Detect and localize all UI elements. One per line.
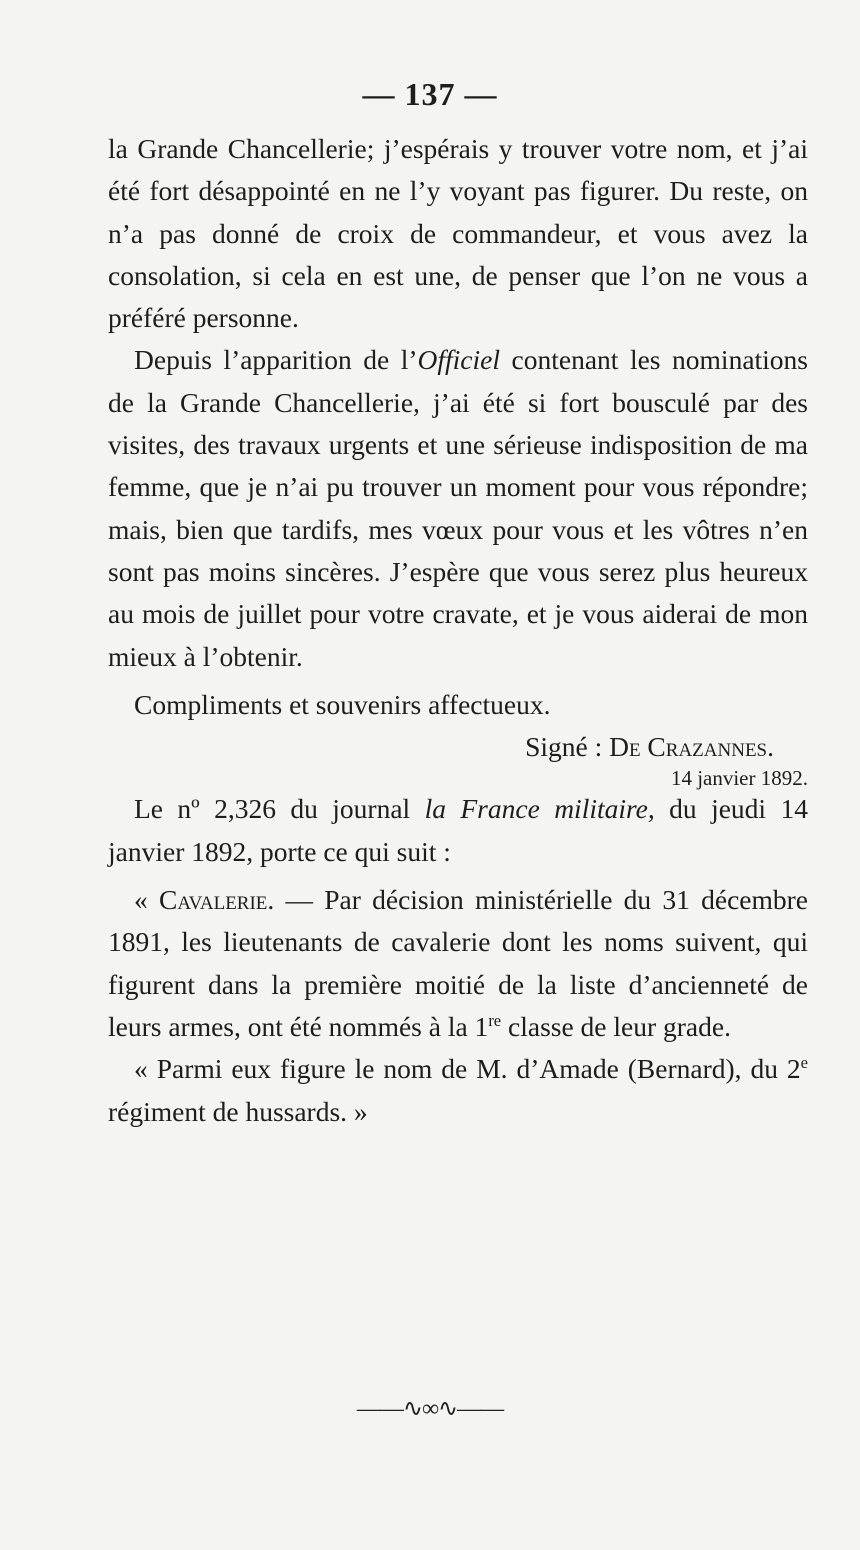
signature <box>108 726 808 768</box>
officiel-title: Officiel <box>417 344 501 376</box>
notice-quote-2 <box>108 1048 808 1133</box>
notice-intro <box>108 788 808 873</box>
letter-paragraph-2 <box>108 339 808 677</box>
page-number: — 137 — <box>362 76 498 112</box>
notice-quote-1-end: classe de leur grade. <box>501 1010 731 1042</box>
journal-title: la France militaire, <box>424 793 655 825</box>
signature-name: De Crazannes. <box>609 731 774 763</box>
page-body <box>108 128 808 1133</box>
end-ornament: ——∿∞∿—— <box>356 1396 504 1422</box>
notice-quote-2-start: « Parmi eux figure le nom de M. d’Amade (Bernard), du 2 <box>134 1053 801 1085</box>
ordinal-superscript: e <box>800 1053 808 1073</box>
notice-intro-start: Le nº 2,326 du journal <box>134 793 425 825</box>
cavalerie-heading: Cavalerie. <box>158 884 275 916</box>
notice-quote-1-text: — Par décision ministérielle du 31 décembre 1891, les lieutenants de cavalerie dont les noms suivent, qui figurent dans la première moitié de la liste d’ancienneté de leurs armes, ont été nommés à la 1 <box>108 884 809 1042</box>
letter-paragraph-2-start: Depuis l’apparition de l’ <box>134 344 418 376</box>
notice-quote-2-end: régiment de hussards. » <box>108 1095 368 1127</box>
ordinal-superscript: re <box>488 1010 502 1030</box>
letter-paragraph-2-rest: contenant les nominations de la Grande Chancellerie, j’ai été si fort bousculé par des visites, des travaux urgents et une sérieuse indisposition de ma femme, que je n’ai pu trouver un moment pour vous répondre; mais, bien que tardifs, mes vœux pour vous et les vôtres n’en sont pas moins sincères. J’espère que vous serez plus heureux au mois de juillet pour votre cravate, et je vous aiderai de mon mieux à l’obtenir. <box>108 344 809 672</box>
letter-date: 14 janvier 1892. <box>670 766 808 791</box>
notice-intro-rest: du jeudi 14 janvier 1892, porte ce qui suit : <box>108 793 808 867</box>
letter-closing: Compliments et souvenirs affectueux. <box>134 688 551 720</box>
signature-label: Signé : <box>525 731 610 763</box>
letter-paragraph-1: la Grande Chancellerie; j’espérais y trouver votre nom, et j’ai été fort désappointé en ne l’y voyant pas figurer. Du reste, on n’a pas donné de croix de commandeur, et vous avez la consolation, si cela en est une, de penser que l’on ne vous a préféré personne. <box>108 133 808 334</box>
quote-open: « <box>134 884 159 916</box>
notice-quote-1 <box>108 879 808 1048</box>
